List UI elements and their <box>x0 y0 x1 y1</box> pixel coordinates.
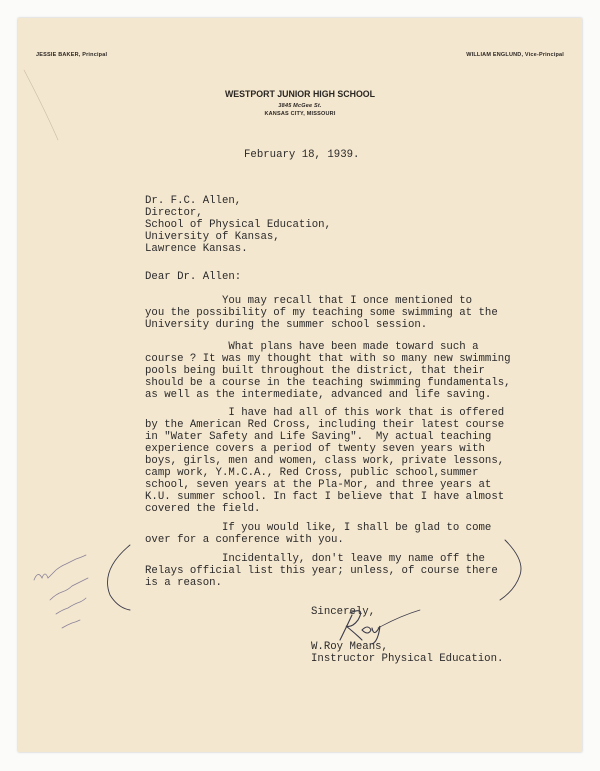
text-line: University during the summer school session. <box>145 319 428 331</box>
text-line: experience covers a period of twenty seven years with <box>145 443 485 455</box>
text-line: boys, girls, men and women, class work, private lessons, <box>145 455 505 467</box>
address-line: University of Kansas, <box>145 231 280 243</box>
paragraph-5 <box>145 553 498 589</box>
closing: Sincerely, <box>311 606 376 618</box>
signer-name: W.Roy Means, <box>311 641 388 653</box>
signer-title: Instructor Physical Education. <box>311 653 504 665</box>
school-street: 3845 McGee St. <box>278 103 322 109</box>
paragraph-1 <box>145 295 498 331</box>
school-name: WESTPORT JUNIOR HIGH SCHOOL <box>224 89 376 99</box>
text-line: Incidentally, don't leave my name off the <box>145 553 485 565</box>
text-line: K.U. summer school. In fact I believe that I have almost <box>145 491 505 503</box>
text-line: covered the field. <box>145 503 261 515</box>
paragraph-4 <box>145 522 491 546</box>
text-line: If you would like, I shall be glad to come <box>145 522 492 534</box>
text-line: over for a conference with you. <box>145 534 344 546</box>
text-line: is a reason. <box>145 577 222 589</box>
text-line: you the possibility of my teaching some swimming at the <box>145 307 498 319</box>
school-city: KANSAS CITY, MISSOURI <box>264 111 336 117</box>
address-line: School of Physical Education, <box>145 219 331 231</box>
paragraph-3 <box>145 407 504 515</box>
text-line: course ? It was my thought that with so many new swimming <box>145 353 511 365</box>
text-line: pools being built throughout the district, that their <box>145 365 485 377</box>
vice-principal-name: WILLIAM ENGLUND, Vice-Principal <box>466 52 564 58</box>
text-line: school, seven years at the Pla-Mor, and three years at <box>145 479 492 491</box>
text-line: You may recall that I once mentioned to <box>145 295 473 307</box>
address-line: Dr. F.C. Allen, <box>145 195 242 207</box>
text-line: What plans have been made toward such a <box>145 341 479 353</box>
text-line: camp work, Y.M.C.A., Red Cross, public school,summer <box>145 467 479 479</box>
text-line: as well as the intermediate, advanced and life saving. <box>145 389 492 401</box>
address-line: Lawrence Kansas. <box>145 243 248 255</box>
letter-date: February 18, 1939. <box>244 149 360 161</box>
salutation: Dear Dr. Allen: <box>145 271 242 283</box>
paragraph-2 <box>145 341 511 401</box>
text-line: by the American Red Cross, including their latest course <box>145 419 505 431</box>
recipient-address <box>145 195 331 255</box>
principal-name: JESSIE BAKER, Principal <box>36 52 108 58</box>
text-line: should be a course in the teaching swimming fundamentals, <box>145 377 511 389</box>
text-line: Relays official list this year; unless, of course there <box>145 565 498 577</box>
text-line: in "Water Safety and Life Saving". My actual teaching <box>145 431 492 443</box>
text-line: I have had all of this work that is offered <box>145 407 505 419</box>
address-line: Director, <box>145 207 203 219</box>
